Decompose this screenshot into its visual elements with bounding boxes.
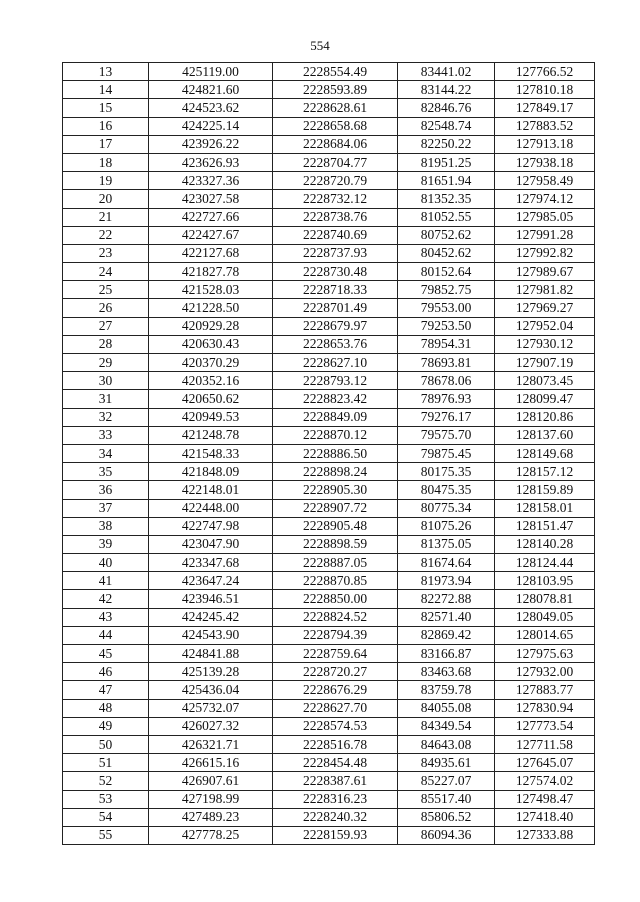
coord-x1-cell: 424841.88 — [149, 645, 273, 663]
coord-x2-cell: 80152.64 — [398, 263, 495, 281]
coord-x1-cell: 422747.98 — [149, 517, 273, 535]
coord-x1-cell: 425732.07 — [149, 699, 273, 717]
table-row — [63, 517, 595, 535]
table-row — [63, 608, 595, 626]
point-number-cell: 39 — [63, 535, 149, 553]
coord-y1-cell: 2228740.69 — [273, 226, 398, 244]
coord-x2-cell: 83441.02 — [398, 63, 495, 81]
coord-y1-cell: 2228905.48 — [273, 517, 398, 535]
coord-x1-cell: 423946.51 — [149, 590, 273, 608]
coord-y2-cell: 127981.82 — [495, 281, 595, 299]
coord-y2-cell: 127913.18 — [495, 135, 595, 153]
coord-y2-cell: 127883.77 — [495, 681, 595, 699]
coord-y2-cell: 127969.27 — [495, 299, 595, 317]
table-row — [63, 190, 595, 208]
table-row — [63, 281, 595, 299]
coord-x2-cell: 84055.08 — [398, 699, 495, 717]
coord-y1-cell: 2228718.33 — [273, 281, 398, 299]
coord-x2-cell: 84349.54 — [398, 717, 495, 735]
coord-y2-cell: 128073.45 — [495, 372, 595, 390]
coord-y2-cell: 127952.04 — [495, 317, 595, 335]
point-number-cell: 28 — [63, 335, 149, 353]
coord-x1-cell: 425139.28 — [149, 663, 273, 681]
coord-x2-cell: 79575.70 — [398, 426, 495, 444]
coord-x2-cell: 78954.31 — [398, 335, 495, 353]
coord-x2-cell: 83759.78 — [398, 681, 495, 699]
coord-x2-cell: 84935.61 — [398, 754, 495, 772]
table-row — [63, 226, 595, 244]
table-row — [63, 826, 595, 844]
coord-x2-cell: 81674.64 — [398, 554, 495, 572]
point-number-cell: 32 — [63, 408, 149, 426]
table-row — [63, 63, 595, 81]
point-number-cell: 25 — [63, 281, 149, 299]
coord-x1-cell: 422448.00 — [149, 499, 273, 517]
table-row — [63, 208, 595, 226]
coord-y1-cell: 2228701.49 — [273, 299, 398, 317]
table-row — [63, 554, 595, 572]
coord-y1-cell: 2228658.68 — [273, 117, 398, 135]
point-number-cell: 24 — [63, 263, 149, 281]
coord-y1-cell: 2228850.00 — [273, 590, 398, 608]
coord-y2-cell: 128159.89 — [495, 481, 595, 499]
point-number-cell: 49 — [63, 717, 149, 735]
coord-y2-cell: 127932.00 — [495, 663, 595, 681]
table-row — [63, 135, 595, 153]
table-row — [63, 263, 595, 281]
point-number-cell: 19 — [63, 172, 149, 190]
coord-y1-cell: 2228516.78 — [273, 735, 398, 753]
coord-x1-cell: 421228.50 — [149, 299, 273, 317]
coord-y1-cell: 2228704.77 — [273, 153, 398, 171]
point-number-cell: 29 — [63, 354, 149, 372]
coord-y2-cell: 128151.47 — [495, 517, 595, 535]
coord-x2-cell: 82869.42 — [398, 626, 495, 644]
point-number-cell: 43 — [63, 608, 149, 626]
table-row — [63, 499, 595, 517]
point-number-cell: 15 — [63, 99, 149, 117]
coord-x1-cell: 423347.68 — [149, 554, 273, 572]
coord-x2-cell: 86094.36 — [398, 826, 495, 844]
table-row — [63, 663, 595, 681]
coord-y1-cell: 2228454.48 — [273, 754, 398, 772]
table-row — [63, 735, 595, 753]
coord-y1-cell: 2228759.64 — [273, 645, 398, 663]
coord-y2-cell: 127333.88 — [495, 826, 595, 844]
coord-y1-cell: 2228159.93 — [273, 826, 398, 844]
coord-y1-cell: 2228628.61 — [273, 99, 398, 117]
point-number-cell: 40 — [63, 554, 149, 572]
coord-y1-cell: 2228676.29 — [273, 681, 398, 699]
coord-y2-cell: 128157.12 — [495, 463, 595, 481]
page-number: 554 — [310, 38, 330, 53]
coord-y2-cell: 127766.52 — [495, 63, 595, 81]
point-number-cell: 52 — [63, 772, 149, 790]
coord-x2-cell: 83463.68 — [398, 663, 495, 681]
coord-y1-cell: 2228870.85 — [273, 572, 398, 590]
coord-x1-cell: 420650.62 — [149, 390, 273, 408]
point-number-cell: 44 — [63, 626, 149, 644]
coord-x2-cell: 82846.76 — [398, 99, 495, 117]
table-row — [63, 335, 595, 353]
coord-x2-cell: 80452.62 — [398, 244, 495, 262]
coord-x2-cell: 81352.35 — [398, 190, 495, 208]
coord-x1-cell: 420630.43 — [149, 335, 273, 353]
coord-x2-cell: 81075.26 — [398, 517, 495, 535]
point-number-cell: 14 — [63, 81, 149, 99]
coord-x1-cell: 420370.29 — [149, 354, 273, 372]
coordinate-table — [62, 62, 595, 845]
coord-y1-cell: 2228240.32 — [273, 808, 398, 826]
table-row — [63, 790, 595, 808]
coord-y1-cell: 2228794.39 — [273, 626, 398, 644]
point-number-cell: 54 — [63, 808, 149, 826]
point-number-cell: 16 — [63, 117, 149, 135]
coord-x2-cell: 81651.94 — [398, 172, 495, 190]
coord-y1-cell: 2228898.24 — [273, 463, 398, 481]
coord-y2-cell: 127938.18 — [495, 153, 595, 171]
coord-y1-cell: 2228738.76 — [273, 208, 398, 226]
table-row — [63, 754, 595, 772]
coord-x1-cell: 421548.33 — [149, 444, 273, 462]
coord-y2-cell: 127974.12 — [495, 190, 595, 208]
coord-x2-cell: 82571.40 — [398, 608, 495, 626]
coord-y1-cell: 2228593.89 — [273, 81, 398, 99]
coord-x1-cell: 424523.62 — [149, 99, 273, 117]
coord-x2-cell: 85806.52 — [398, 808, 495, 826]
coord-x1-cell: 424245.42 — [149, 608, 273, 626]
coord-y1-cell: 2228849.09 — [273, 408, 398, 426]
coord-x1-cell: 422148.01 — [149, 481, 273, 499]
coord-y2-cell: 127907.19 — [495, 354, 595, 372]
coord-y2-cell: 127958.49 — [495, 172, 595, 190]
point-number-cell: 53 — [63, 790, 149, 808]
coord-x1-cell: 426027.32 — [149, 717, 273, 735]
table-row — [63, 408, 595, 426]
coord-y2-cell: 127849.17 — [495, 99, 595, 117]
coord-x1-cell: 423027.58 — [149, 190, 273, 208]
coord-x2-cell: 82250.22 — [398, 135, 495, 153]
coord-x2-cell: 81973.94 — [398, 572, 495, 590]
point-number-cell: 26 — [63, 299, 149, 317]
point-number-cell: 30 — [63, 372, 149, 390]
coord-y2-cell: 127418.40 — [495, 808, 595, 826]
coord-y2-cell: 128049.05 — [495, 608, 595, 626]
point-number-cell: 55 — [63, 826, 149, 844]
table-row — [63, 645, 595, 663]
coord-y1-cell: 2228886.50 — [273, 444, 398, 462]
coord-x2-cell: 79253.50 — [398, 317, 495, 335]
point-number-cell: 33 — [63, 426, 149, 444]
coord-y1-cell: 2228684.06 — [273, 135, 398, 153]
coord-y2-cell: 128140.28 — [495, 535, 595, 553]
table-row — [63, 681, 595, 699]
point-number-cell: 51 — [63, 754, 149, 772]
coord-x1-cell: 421848.09 — [149, 463, 273, 481]
coord-y2-cell: 127989.67 — [495, 263, 595, 281]
coord-x2-cell: 84643.08 — [398, 735, 495, 753]
table-row — [63, 481, 595, 499]
coord-x2-cell: 78678.06 — [398, 372, 495, 390]
table-row — [63, 99, 595, 117]
coordinate-table-body — [63, 63, 595, 845]
coord-x2-cell: 81951.25 — [398, 153, 495, 171]
table-row — [63, 372, 595, 390]
point-number-cell: 47 — [63, 681, 149, 699]
coord-x1-cell: 424543.90 — [149, 626, 273, 644]
coord-x2-cell: 85227.07 — [398, 772, 495, 790]
coord-y1-cell: 2228679.97 — [273, 317, 398, 335]
coord-x2-cell: 80475.35 — [398, 481, 495, 499]
table-row — [63, 117, 595, 135]
coord-y2-cell: 127991.28 — [495, 226, 595, 244]
coord-y2-cell: 127992.82 — [495, 244, 595, 262]
table-row — [63, 572, 595, 590]
table-row — [63, 444, 595, 462]
point-number-cell: 36 — [63, 481, 149, 499]
coord-y1-cell: 2228574.53 — [273, 717, 398, 735]
coord-y2-cell: 127711.58 — [495, 735, 595, 753]
coord-y2-cell: 128158.01 — [495, 499, 595, 517]
point-number-cell: 35 — [63, 463, 149, 481]
coord-x1-cell: 420929.28 — [149, 317, 273, 335]
coord-x1-cell: 422427.67 — [149, 226, 273, 244]
coord-y2-cell: 128078.81 — [495, 590, 595, 608]
table-row — [63, 317, 595, 335]
point-number-cell: 22 — [63, 226, 149, 244]
coord-x2-cell: 81052.55 — [398, 208, 495, 226]
coord-y1-cell: 2228627.10 — [273, 354, 398, 372]
coord-y1-cell: 2228905.30 — [273, 481, 398, 499]
coord-y1-cell: 2228898.59 — [273, 535, 398, 553]
coord-x2-cell: 78693.81 — [398, 354, 495, 372]
point-number-cell: 41 — [63, 572, 149, 590]
coord-x2-cell: 82548.74 — [398, 117, 495, 135]
point-number-cell: 27 — [63, 317, 149, 335]
point-number-cell: 34 — [63, 444, 149, 462]
coord-x1-cell: 423626.93 — [149, 153, 273, 171]
coord-x1-cell: 421248.78 — [149, 426, 273, 444]
coord-x1-cell: 421827.78 — [149, 263, 273, 281]
table-row — [63, 808, 595, 826]
coord-y1-cell: 2228870.12 — [273, 426, 398, 444]
point-number-cell: 45 — [63, 645, 149, 663]
coord-y1-cell: 2228907.72 — [273, 499, 398, 517]
coord-y2-cell: 127498.47 — [495, 790, 595, 808]
table-row — [63, 244, 595, 262]
coord-y1-cell: 2228653.76 — [273, 335, 398, 353]
coord-x1-cell: 423647.24 — [149, 572, 273, 590]
coord-y1-cell: 2228823.42 — [273, 390, 398, 408]
coord-x1-cell: 424821.60 — [149, 81, 273, 99]
table-row — [63, 81, 595, 99]
coord-y2-cell: 128124.44 — [495, 554, 595, 572]
coord-x2-cell: 82272.88 — [398, 590, 495, 608]
point-number-cell: 37 — [63, 499, 149, 517]
table-row — [63, 299, 595, 317]
coord-y1-cell: 2228316.23 — [273, 790, 398, 808]
coord-y2-cell: 127830.94 — [495, 699, 595, 717]
coord-x2-cell: 79276.17 — [398, 408, 495, 426]
coord-y1-cell: 2228554.49 — [273, 63, 398, 81]
coord-x1-cell: 425436.04 — [149, 681, 273, 699]
point-number-cell: 50 — [63, 735, 149, 753]
table-row — [63, 626, 595, 644]
point-number-cell: 17 — [63, 135, 149, 153]
point-number-cell: 21 — [63, 208, 149, 226]
coord-y1-cell: 2228737.93 — [273, 244, 398, 262]
coord-x1-cell: 425119.00 — [149, 63, 273, 81]
coord-y2-cell: 128014.65 — [495, 626, 595, 644]
coord-y1-cell: 2228720.79 — [273, 172, 398, 190]
coord-y1-cell: 2228720.27 — [273, 663, 398, 681]
point-number-cell: 48 — [63, 699, 149, 717]
point-number-cell: 20 — [63, 190, 149, 208]
point-number-cell: 13 — [63, 63, 149, 81]
coord-x1-cell: 427489.23 — [149, 808, 273, 826]
coord-x2-cell: 85517.40 — [398, 790, 495, 808]
table-row — [63, 699, 595, 717]
point-number-cell: 46 — [63, 663, 149, 681]
coord-y2-cell: 128137.60 — [495, 426, 595, 444]
table-row — [63, 390, 595, 408]
coord-y2-cell: 127645.07 — [495, 754, 595, 772]
coord-y1-cell: 2228732.12 — [273, 190, 398, 208]
coord-x1-cell: 420949.53 — [149, 408, 273, 426]
coord-x2-cell: 78976.93 — [398, 390, 495, 408]
coord-x1-cell: 427778.25 — [149, 826, 273, 844]
coord-x2-cell: 79852.75 — [398, 281, 495, 299]
table-row — [63, 354, 595, 372]
coord-y2-cell: 127975.63 — [495, 645, 595, 663]
coord-y1-cell: 2228627.70 — [273, 699, 398, 717]
coord-x1-cell: 423327.36 — [149, 172, 273, 190]
table-row — [63, 153, 595, 171]
coord-x2-cell: 83166.87 — [398, 645, 495, 663]
coord-y2-cell: 128120.86 — [495, 408, 595, 426]
coord-x1-cell: 427198.99 — [149, 790, 273, 808]
coord-x2-cell: 79553.00 — [398, 299, 495, 317]
coord-x2-cell: 80775.34 — [398, 499, 495, 517]
table-row — [63, 590, 595, 608]
table-row — [63, 426, 595, 444]
point-number-cell: 23 — [63, 244, 149, 262]
coord-y2-cell: 127985.05 — [495, 208, 595, 226]
coord-y2-cell: 127773.54 — [495, 717, 595, 735]
coord-y1-cell: 2228793.12 — [273, 372, 398, 390]
coord-x2-cell: 80752.62 — [398, 226, 495, 244]
coord-x1-cell: 422727.66 — [149, 208, 273, 226]
coord-y2-cell: 127883.52 — [495, 117, 595, 135]
table-row — [63, 463, 595, 481]
coord-x2-cell: 80175.35 — [398, 463, 495, 481]
coord-y2-cell: 128099.47 — [495, 390, 595, 408]
table-row — [63, 172, 595, 190]
coord-y1-cell: 2228730.48 — [273, 263, 398, 281]
point-number-cell: 42 — [63, 590, 149, 608]
coord-y1-cell: 2228387.61 — [273, 772, 398, 790]
table-row — [63, 717, 595, 735]
coord-x2-cell: 79875.45 — [398, 444, 495, 462]
coord-x1-cell: 423047.90 — [149, 535, 273, 553]
coord-x1-cell: 424225.14 — [149, 117, 273, 135]
coord-x1-cell: 423926.22 — [149, 135, 273, 153]
coord-y2-cell: 128149.68 — [495, 444, 595, 462]
coord-y2-cell: 128103.95 — [495, 572, 595, 590]
table-row — [63, 772, 595, 790]
table-row — [63, 535, 595, 553]
coord-y1-cell: 2228824.52 — [273, 608, 398, 626]
coord-x1-cell: 420352.16 — [149, 372, 273, 390]
coord-x2-cell: 81375.05 — [398, 535, 495, 553]
point-number-cell: 31 — [63, 390, 149, 408]
coord-y2-cell: 127574.02 — [495, 772, 595, 790]
coord-x1-cell: 422127.68 — [149, 244, 273, 262]
coord-x1-cell: 426907.61 — [149, 772, 273, 790]
coord-x1-cell: 426321.71 — [149, 735, 273, 753]
point-number-cell: 38 — [63, 517, 149, 535]
coord-y1-cell: 2228887.05 — [273, 554, 398, 572]
coord-x2-cell: 83144.22 — [398, 81, 495, 99]
coord-y2-cell: 127810.18 — [495, 81, 595, 99]
coord-x1-cell: 421528.03 — [149, 281, 273, 299]
point-number-cell: 18 — [63, 153, 149, 171]
coord-x1-cell: 426615.16 — [149, 754, 273, 772]
coord-y2-cell: 127930.12 — [495, 335, 595, 353]
